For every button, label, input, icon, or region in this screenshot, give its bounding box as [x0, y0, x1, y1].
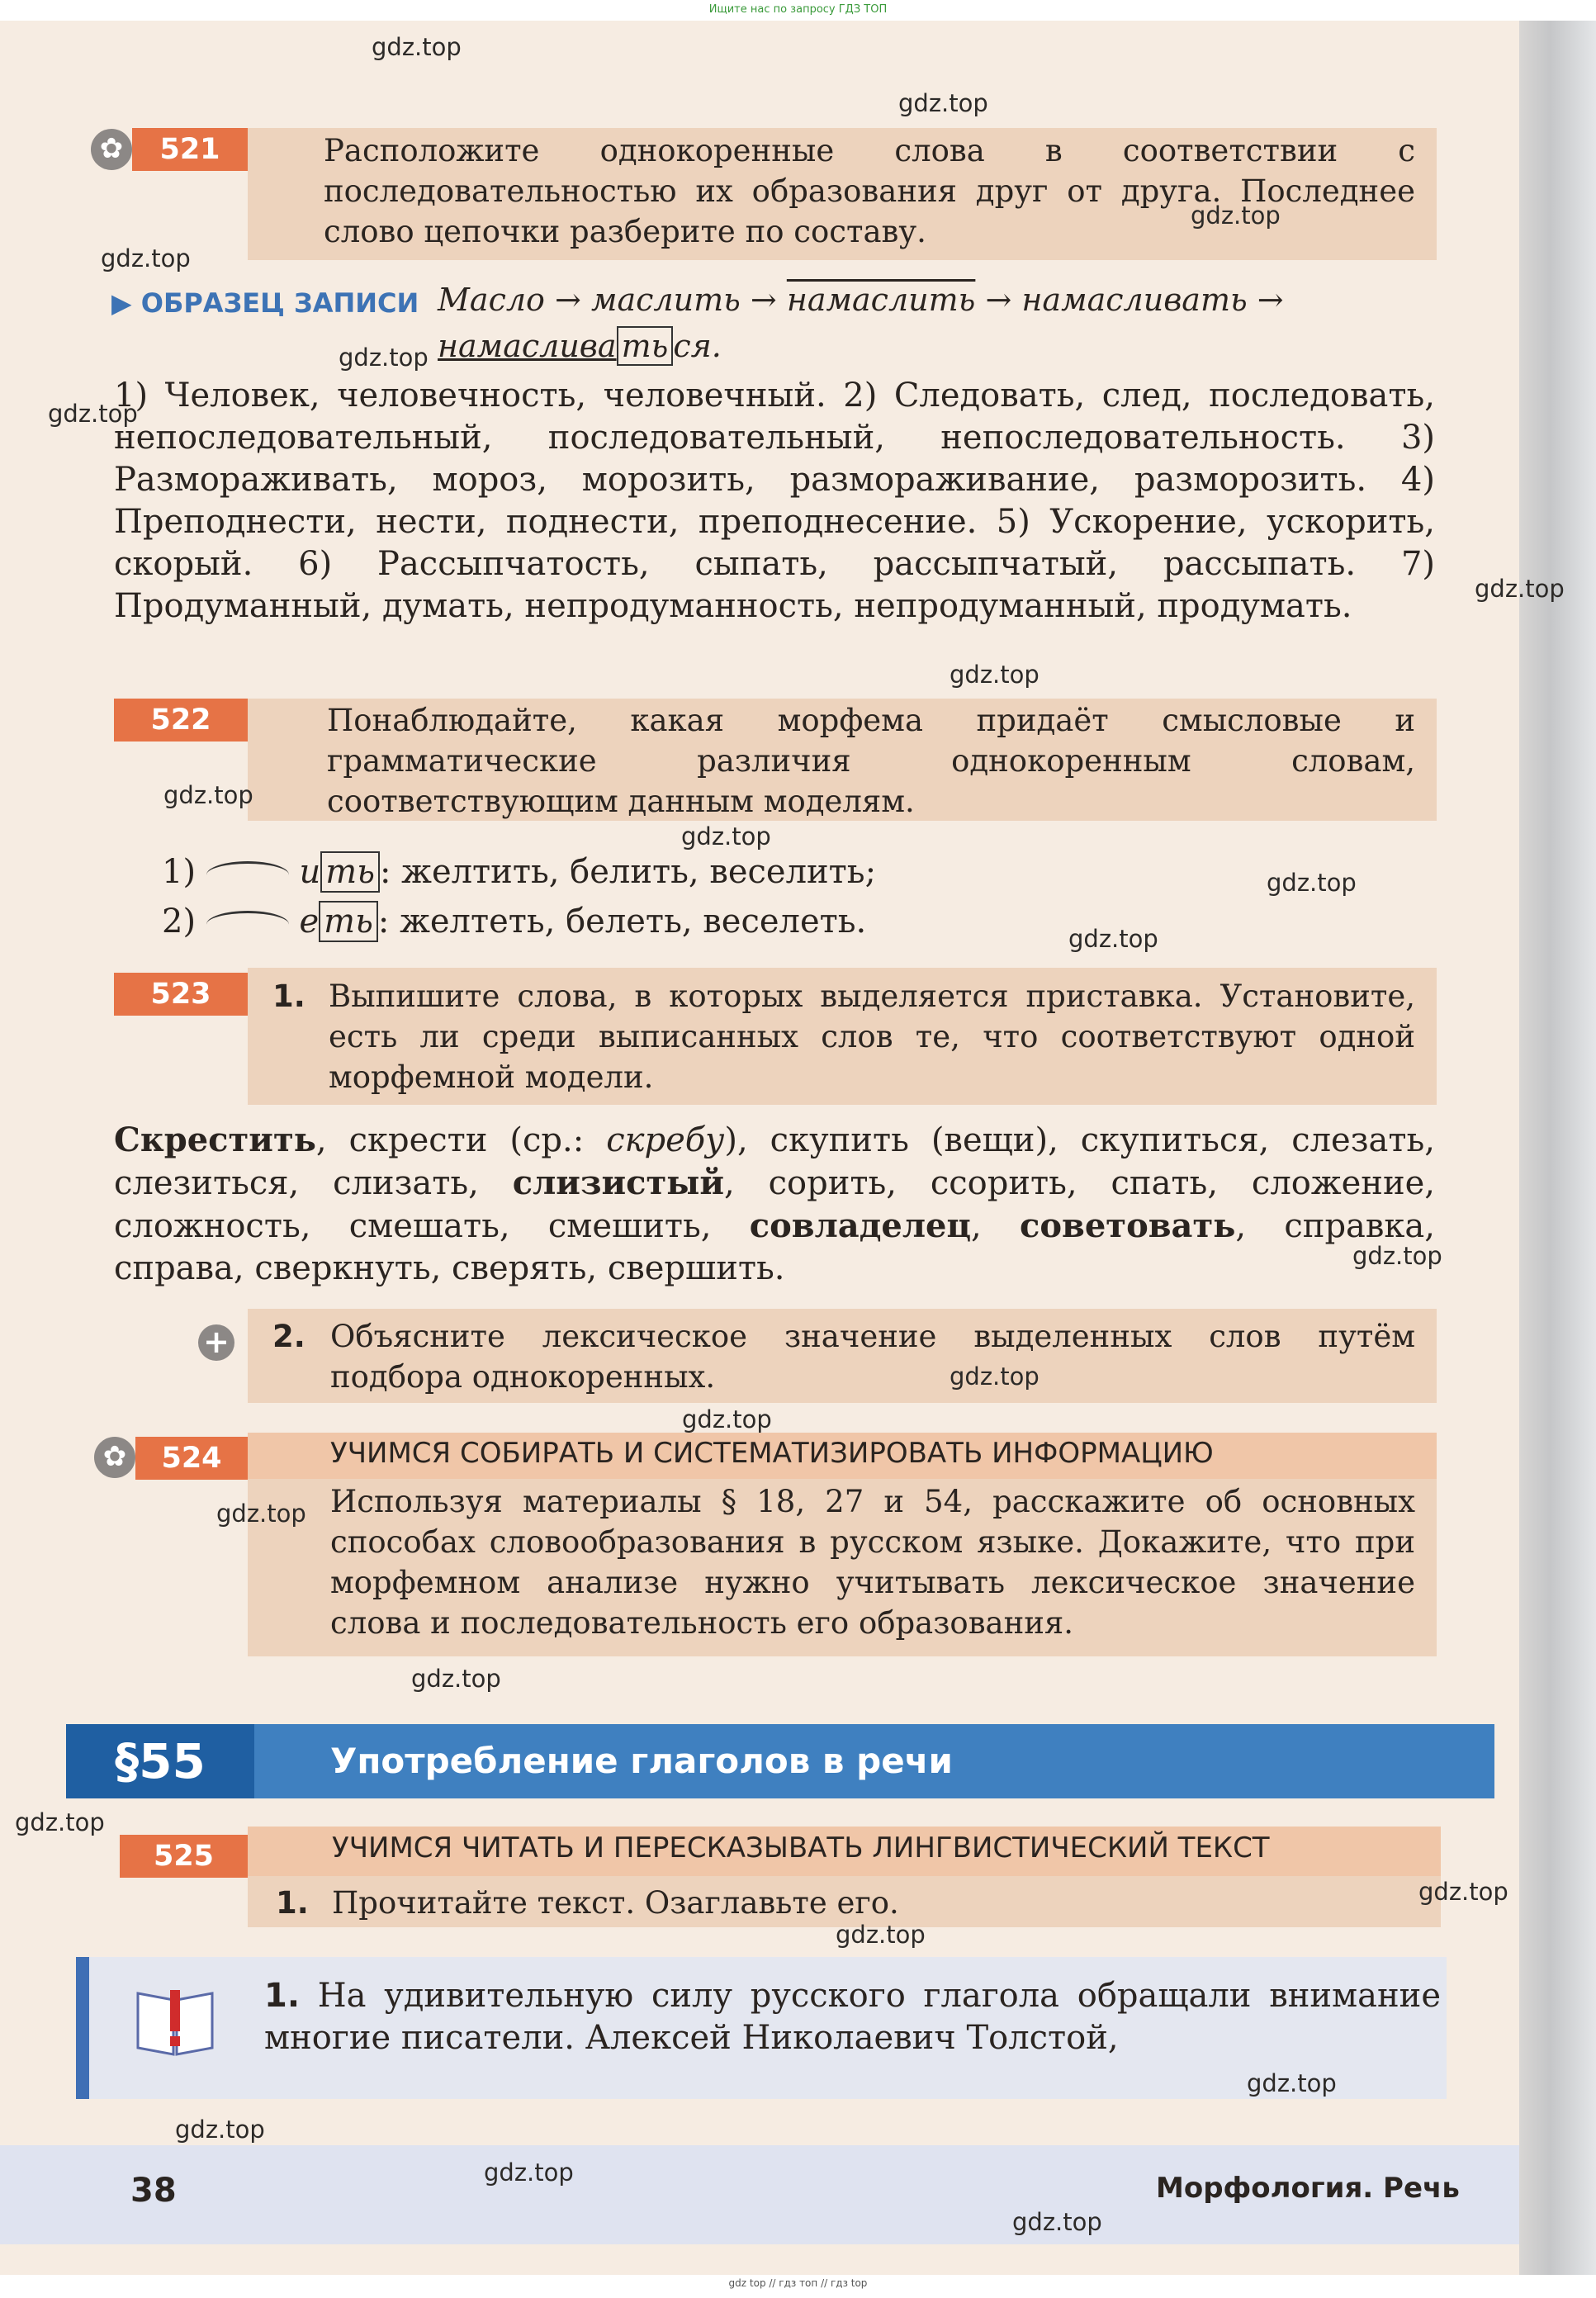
- paragraph-number: 1.: [264, 1977, 301, 2015]
- word-text: , сорить, ссорить, спать, сложение, сложность, смешать, смешить,: [114, 1164, 1435, 1245]
- watermark: gdz.top: [101, 244, 191, 272]
- postfix: ся.: [673, 328, 722, 364]
- exercise-number-523: 523: [114, 973, 248, 1016]
- highlighted-word: Скрестить: [114, 1121, 316, 1159]
- arrow-icon: →: [555, 282, 581, 318]
- suffix: и: [299, 853, 321, 891]
- bottom-note[interactable]: gdz top // гдз топ // гдз top: [728, 2277, 868, 2289]
- suffix: е: [299, 903, 320, 941]
- sample-word: намаслить: [786, 282, 976, 318]
- watermark: gdz.top: [15, 1808, 105, 1836]
- ending-box: ть: [320, 851, 380, 893]
- flower-icon: ✿: [94, 1437, 135, 1478]
- exercise-number-521: 521: [132, 128, 248, 171]
- page-number: 38: [130, 2172, 177, 2210]
- arrow-icon: →: [1257, 282, 1284, 318]
- exercise-number-524: 524: [135, 1437, 248, 1480]
- highlighted-word: слизистый: [512, 1163, 725, 1202]
- watermark: gdz.top: [372, 33, 462, 61]
- word-text: , скрести (ср.:: [315, 1121, 607, 1159]
- watermark: gdz.top: [1247, 2069, 1337, 2097]
- model-line-1: [162, 853, 876, 891]
- arrow-icon: →: [985, 282, 1012, 318]
- exercise-number-525: 525: [120, 1835, 248, 1878]
- play-marker-icon: ▶: [111, 287, 132, 319]
- watermark: gdz.top: [1352, 1242, 1442, 1270]
- watermark: gdz.top: [48, 400, 138, 428]
- page-edge: [1519, 21, 1596, 2275]
- word-list-523: [114, 1119, 1435, 1290]
- watermark: gdz.top: [339, 344, 429, 372]
- model-number: 2): [162, 903, 197, 941]
- watermark: gdz.top: [1012, 2208, 1102, 2236]
- watermark: gdz.top: [216, 1500, 306, 1528]
- flower-icon: ✿: [91, 129, 132, 170]
- task-num: 1.: [272, 978, 305, 1014]
- watermark: gdz.top: [682, 1405, 772, 1433]
- page-title: Морфология. Речь: [1156, 2172, 1460, 2205]
- watermark: gdz.top: [681, 822, 771, 850]
- sample-word: намасливать: [1021, 282, 1248, 318]
- plus-icon: +: [198, 1324, 234, 1361]
- highlighted-word: советовать: [1020, 1206, 1236, 1245]
- sample-word: маслить: [590, 282, 741, 318]
- highlighted-word: совладелец: [749, 1206, 972, 1245]
- model-line-2: [162, 903, 866, 941]
- arrow-icon: →: [750, 282, 777, 318]
- watermark: gdz.top: [836, 1921, 926, 1949]
- sample-stem: намаслива: [438, 328, 617, 364]
- sample-record: [438, 277, 1453, 369]
- heading-524: УЧИМСЯ СОБИРАТЬ И СИСТЕМАТИЗИРОВАТЬ ИНФОРМАЦИЮ: [330, 1437, 1214, 1470]
- exercise-text-521: 1) Человек, человечность, человечный. 2) Следовать, след, последовать, непоследовательный, последовательный, непоследовательность. 3) Размораживать, мороз, морозить, размораживание, разморозить. 4) Преподнести, нести, поднести, преподнесение. 5) Ускорение, ускорить, скорый. 6) Рассыпчатость, сыпать, рассыпчатый, рассыпать. 7) Продуманный, думать, непродуманность, непродуманный, продумать.: [114, 377, 1435, 625]
- ending-box: ть: [617, 326, 674, 366]
- watermark: gdz.top: [950, 1362, 1040, 1391]
- watermark: gdz.top: [1191, 201, 1281, 230]
- heading-525: УЧИМСЯ ЧИТАТЬ И ПЕРЕСКАЗЫВАТЬ ЛИНГВИСТИЧЕСКИЙ ТЕКСТ: [332, 1831, 1270, 1864]
- word-text: ,: [971, 1207, 1021, 1245]
- word-text: , справка, справа, сверкнуть, сверять, свершить.: [114, 1207, 1435, 1287]
- section-title: Употребление глаголов в речи: [330, 1741, 953, 1781]
- model-number: 1): [162, 853, 197, 891]
- book-exclamation-icon: [134, 1983, 216, 2058]
- model-words: : желтеть, белеть, веселеть.: [377, 903, 867, 941]
- watermark: gdz.top: [175, 2116, 265, 2144]
- watermark: gdz.top: [950, 661, 1040, 689]
- task-text-525: Прочитайте текст. Озаглавьте его.: [332, 1885, 899, 1921]
- ending-box: ть: [319, 901, 378, 942]
- paragraph-text: На удивительную силу русского глагола обращали внимание многие писатели. Алексей Николаевич Толстой,: [264, 1977, 1441, 2057]
- task-num: 2.: [272, 1319, 305, 1354]
- word-text: ), скупить (вещи), скупиться, слезать, слезиться, слизать,: [114, 1121, 1436, 1202]
- watermark: gdz.top: [898, 89, 988, 117]
- root-arc-icon: [206, 861, 289, 888]
- top-note[interactable]: Ищите нас по запросу ГДЗ ТОП: [708, 3, 888, 16]
- exercise-number-522: 522: [114, 699, 248, 742]
- reading-bar: [76, 1957, 89, 2099]
- sample-label-text: ОБРАЗЕЦ ЗАПИСИ: [140, 287, 419, 319]
- section-number: §55: [66, 1724, 254, 1798]
- sample-label: [111, 287, 419, 319]
- task-text-521: Расположите однокоренные слова в соответствии с последовательностью их образования друг от друга. Последнее слово цепочки разберите по составу.: [324, 133, 1415, 249]
- task-num: 1.: [276, 1885, 309, 1921]
- watermark: gdz.top: [411, 1665, 501, 1693]
- watermark: gdz.top: [1068, 925, 1158, 953]
- watermark: gdz.top: [484, 2158, 574, 2187]
- task-text-523-2: Объясните лексическое значение выделенных слов путём подбора однокоренных.: [330, 1319, 1415, 1395]
- sample-word: Масло: [438, 282, 545, 318]
- task-text-522: Понаблюдайте, какая морфема придаёт смысловые и грамматические различия однокоренным словам, соответствующим данным моделям.: [327, 703, 1415, 819]
- task-text-523: Выпишите слова, в которых выделяется приставка. Установите, есть ли среди выписанных слов те, что соответствуют одной морфемной модели.: [329, 978, 1415, 1095]
- task-text-524: Используя материалы § 18, 27 и 54, расскажите об основных способах словообразования в русском языке. Докажите, что при морфемном анализе нужно учитывать лексическое значение слова и последовательность его образования.: [330, 1484, 1415, 1641]
- reading-text: [264, 1975, 1441, 2059]
- root-arc-icon: [206, 911, 289, 938]
- italic-word: скребу: [606, 1121, 725, 1159]
- watermark: gdz.top: [1418, 1878, 1508, 1906]
- watermark: gdz.top: [1475, 575, 1565, 603]
- model-words: : желтить, белить, веселить;: [379, 853, 877, 891]
- watermark: gdz.top: [1267, 869, 1357, 897]
- watermark: gdz.top: [163, 781, 253, 809]
